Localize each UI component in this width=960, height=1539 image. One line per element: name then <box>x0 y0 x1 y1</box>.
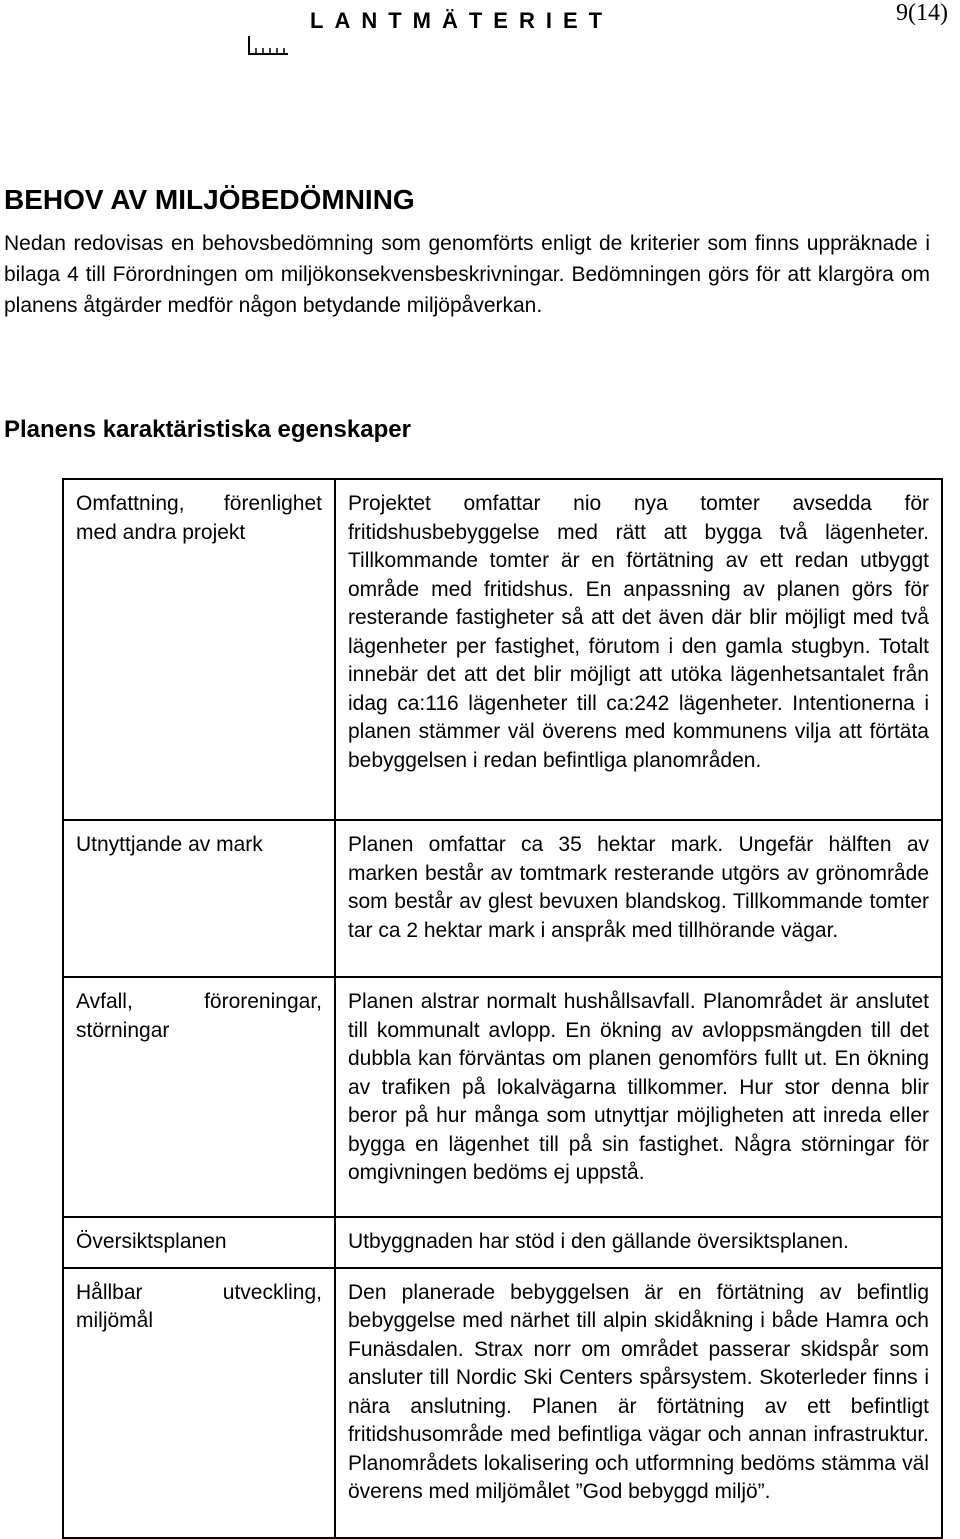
row-label: Avfall, föroreningar, störningar <box>63 977 335 1217</box>
row-text: Planen alstrar normalt hushållsavfall. Planområdet är anslutet till kommunalt avlopp. En ökning av avloppsmängden till det dubbla kan förväntas om planen genomförs fullt ut. En ökning av trafiken på lokalvägarna tillkommer. Hur stor denna blir beror på hur många som utnyttjar möjligheten att inreda eller bygga en lägenhet till på sin fastighet. Några störningar för omgivningen bedöms ej uppstå. <box>335 977 942 1217</box>
row-label: Hållbar utveckling, miljömål <box>63 1268 335 1538</box>
characteristics-table <box>62 478 943 1539</box>
row-label: Utnyttjande av mark <box>63 820 335 977</box>
row-text: Utbyggnaden har stöd i den gällande översiktsplanen. <box>335 1217 942 1268</box>
row-text: Den planerade bebyggelsen är en förtätning av befintlig bebyggelse med närhet till alpin skidåkning i både Hamra och Funäsdalen. Strax norr om området passerar skidspår som ansluter till Nordic Ski Centers spårsystem. Skoterleder finns i nära anslutning. Planen är förtätning av ett befintligt fritidshusområde med befintliga vägar och annan infrastruktur. Planområdets lokalisering och utformning bedöms stämma väl överens med miljömålet ”God bebyggd miljö”. <box>335 1268 942 1538</box>
logo-ruler-icon <box>248 36 318 56</box>
lantmateriet-logo <box>248 6 614 56</box>
page-number: 9(14) <box>896 0 948 26</box>
row-text: Projektet omfattar nio nya tomter avsedda för fritidshusbebyggelse med rätt att bygga två lägenheter. Tillkommande tomter är en förtätning av ett redan utbyggt område med fritidshus. En anpassning av planen görs för resterande fastigheter så att det även där blir möjligt med två lägenheter per fastighet, förutom i den gamla stugbyn. Totalt innebär det att det blir möjligt att utöka lägenhetsantalet från idag ca:116 lägenheter till ca:242 lägenheter. Intentionerna i planen stämmer väl överens med kommunens vilja att förtäta bebyggelsen i redan befintliga planområden. <box>335 479 942 820</box>
intro-paragraph: Nedan redovisas en behovsbedömning som genomförts enligt de kriterier som finns uppräknade i bilaga 4 till Förordningen om miljökonsekvensbeskrivningar. Bedömningen görs för att klargöra om planens åtgärder medför någon betydande miljöpåverkan. <box>4 232 930 317</box>
table-row <box>63 820 942 977</box>
section-subtitle: Planens karaktäristiska egenskaper <box>4 416 411 443</box>
table-row <box>63 479 942 820</box>
table-row <box>63 1268 942 1538</box>
section-title: BEHOV AV MILJÖBEDÖMNING <box>4 184 415 215</box>
row-label: Översiktsplanen <box>63 1217 335 1268</box>
row-label: Omfattning, förenlighet med andra projekt <box>63 479 335 820</box>
table-row <box>63 1217 942 1268</box>
table-row <box>63 977 942 1217</box>
row-text: Planen omfattar ca 35 hektar mark. Ungefär hälften av marken består av tomtmark resterande utgörs av grönområde som består av glest bevuxen blandskog. Tillkommande tomter tar ca 2 hektar mark i anspråk med tillhörande vägar. <box>335 820 942 977</box>
logo-text: LANTMÄTERIET <box>310 8 614 33</box>
